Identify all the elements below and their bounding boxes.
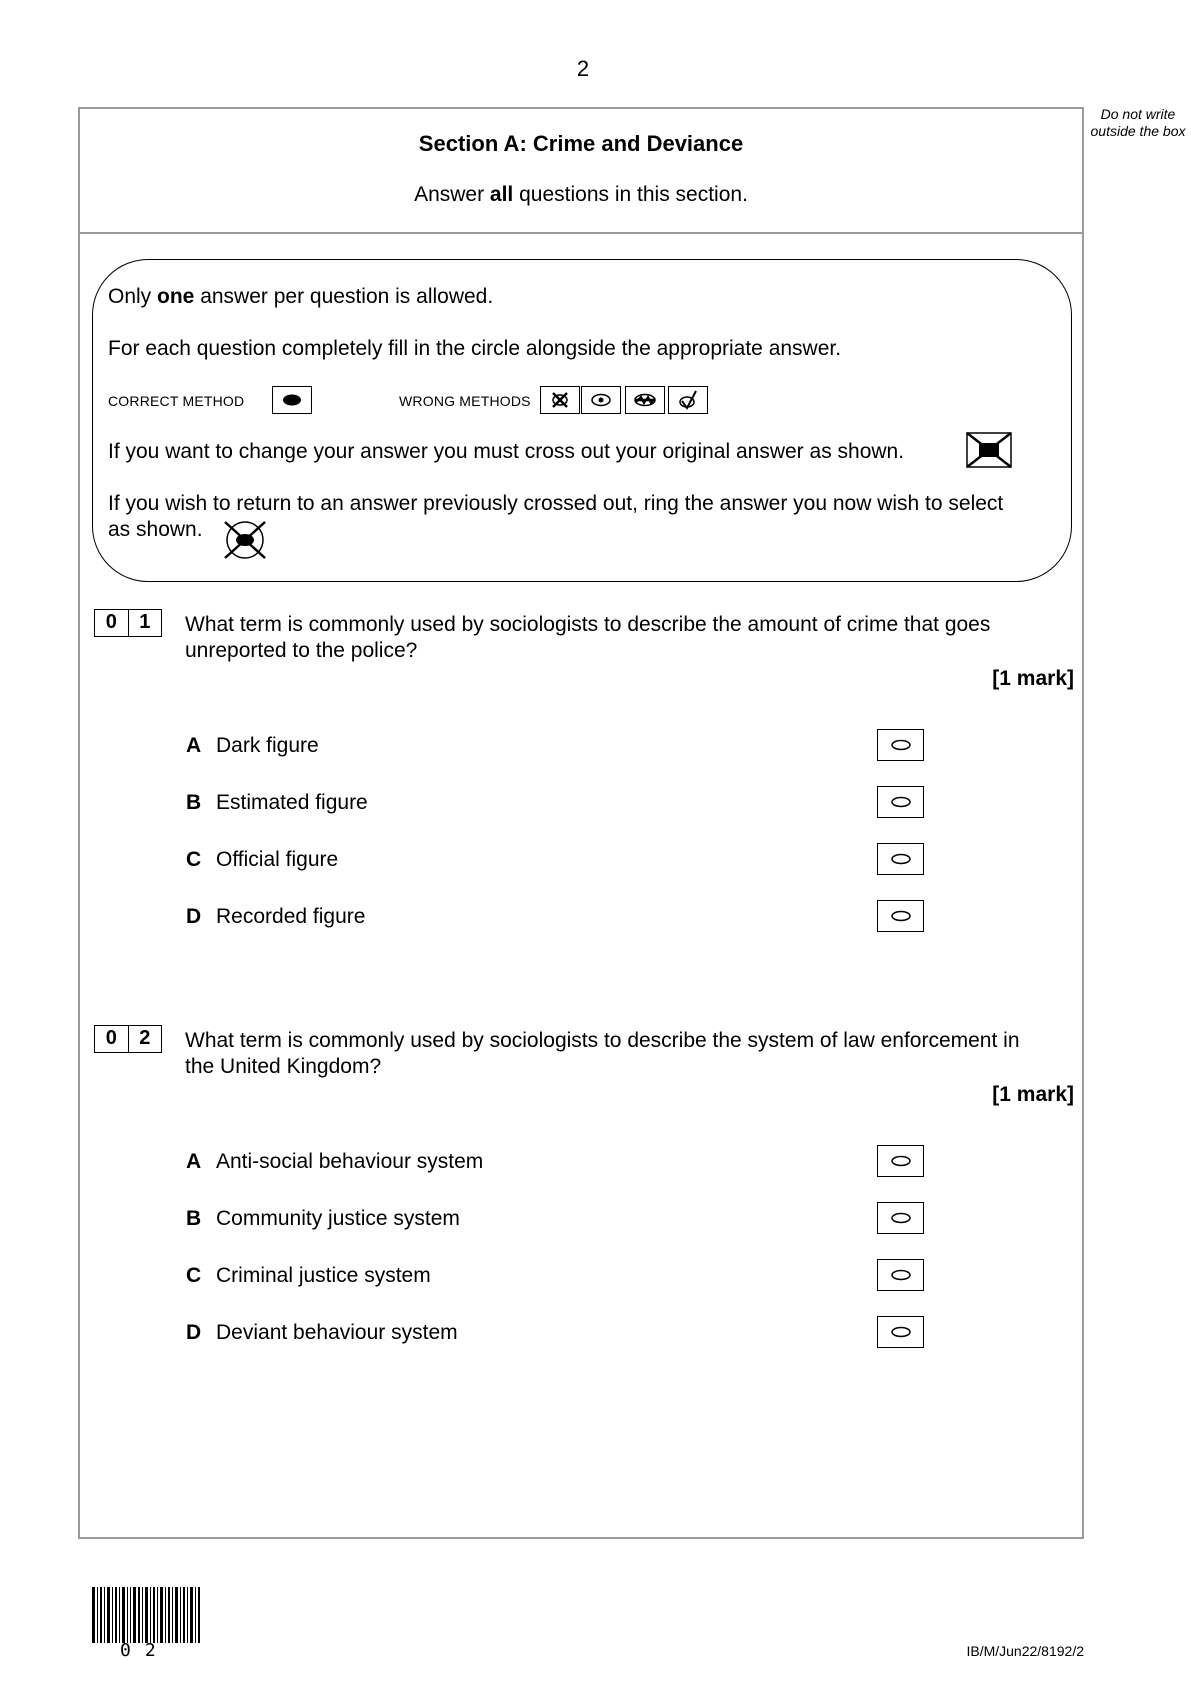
- page-number: 2: [576, 56, 590, 81]
- instruction-change-answer: If you want to change your answer you must cross out your original answer as shown.: [108, 440, 905, 463]
- option-letter: A: [186, 734, 202, 757]
- ticked-bubble-icon: [676, 389, 700, 411]
- barcode-number: 02: [120, 1640, 170, 1661]
- wrong-methods-label: WRONG METHODS: [399, 393, 531, 409]
- section-title: Section A: Crime and Deviance: [418, 131, 744, 156]
- option-text: Estimated figure: [216, 791, 368, 814]
- instruction-as-shown: as shown.: [108, 518, 203, 541]
- option-text: Dark figure: [216, 734, 319, 757]
- answer-bubble-q2-b[interactable]: [877, 1202, 924, 1234]
- answer-bubble-q2-c[interactable]: [877, 1259, 924, 1291]
- option-text: Deviant behaviour system: [216, 1321, 458, 1344]
- option-text: Community justice system: [216, 1207, 460, 1230]
- crossed-out-answer-icon: [964, 430, 1014, 470]
- empty-bubble-icon: [890, 1212, 912, 1224]
- instruction-fill-circle: For each question completely fill in the circle alongside the appropriate answer.: [108, 337, 842, 360]
- empty-bubble-icon: [890, 739, 912, 751]
- answer-bubble-q1-b[interactable]: [877, 786, 924, 818]
- question-number-01: 0 1: [94, 609, 162, 637]
- question-number-02: 0 2: [94, 1025, 162, 1053]
- option-text: Recorded figure: [216, 905, 366, 928]
- ringed-answer-icon: [218, 518, 272, 562]
- empty-bubble-icon: [890, 1326, 912, 1338]
- empty-bubble-icon: [890, 1269, 912, 1281]
- question-01-text: What term is commonly used by sociologists to describe the amount of crime that goes unreported to the police?: [185, 613, 991, 662]
- option-text: Official figure: [216, 848, 339, 871]
- option-text: Anti-social behaviour system: [216, 1150, 484, 1173]
- option-letter: D: [186, 1321, 202, 1344]
- crossed-bubble-icon: [548, 391, 572, 409]
- barcode-icon: [92, 1587, 200, 1643]
- section-header: [78, 107, 1084, 234]
- wrong-method-cross: [540, 386, 580, 414]
- option-letter: C: [186, 848, 202, 871]
- option-letter: B: [186, 1207, 202, 1230]
- wrong-method-scribble: [625, 386, 665, 414]
- empty-bubble-icon: [890, 1155, 912, 1167]
- option-letter: A: [186, 1150, 202, 1173]
- question-01-marks: [1 mark]: [992, 667, 1074, 690]
- dotted-bubble-icon: [589, 392, 613, 408]
- wrong-method-dot: [581, 386, 621, 414]
- answer-bubble-q2-a[interactable]: [877, 1145, 924, 1177]
- correct-method-example: [272, 386, 312, 414]
- option-text: Criminal justice system: [216, 1264, 431, 1287]
- answer-bubble-q2-d[interactable]: [877, 1316, 924, 1348]
- empty-bubble-icon: [890, 796, 912, 808]
- instruction-one-answer: Only one answer per question is allowed.: [108, 285, 494, 308]
- empty-bubble-icon: [890, 853, 912, 865]
- option-letter: C: [186, 1264, 202, 1287]
- answer-bubble-q1-a[interactable]: [877, 729, 924, 761]
- instruction-return-answer: If you wish to return to an answer previously crossed out, ring the answer you now wish to select: [108, 492, 1004, 515]
- option-letter: D: [186, 905, 202, 928]
- filled-bubble-icon: [281, 393, 303, 407]
- margin-note: Do not write outside the box: [1090, 106, 1186, 139]
- answer-bubble-q1-d[interactable]: [877, 900, 924, 932]
- scribbled-bubble-icon: [631, 392, 659, 408]
- option-letter: B: [186, 791, 202, 814]
- paper-reference: IB/M/Jun22/8192/2: [966, 1643, 1084, 1659]
- question-02-text: What term is commonly used by sociologists to describe the system of law enforcement in the United Kingdom?: [185, 1029, 1020, 1078]
- answer-bubble-q1-c[interactable]: [877, 843, 924, 875]
- correct-method-label: CORRECT METHOD: [108, 393, 245, 409]
- wrong-method-tick: [668, 386, 708, 414]
- question-02-marks: [1 mark]: [992, 1083, 1074, 1106]
- section-instruction: Answer all questions in this section.: [414, 183, 748, 206]
- empty-bubble-icon: [890, 910, 912, 922]
